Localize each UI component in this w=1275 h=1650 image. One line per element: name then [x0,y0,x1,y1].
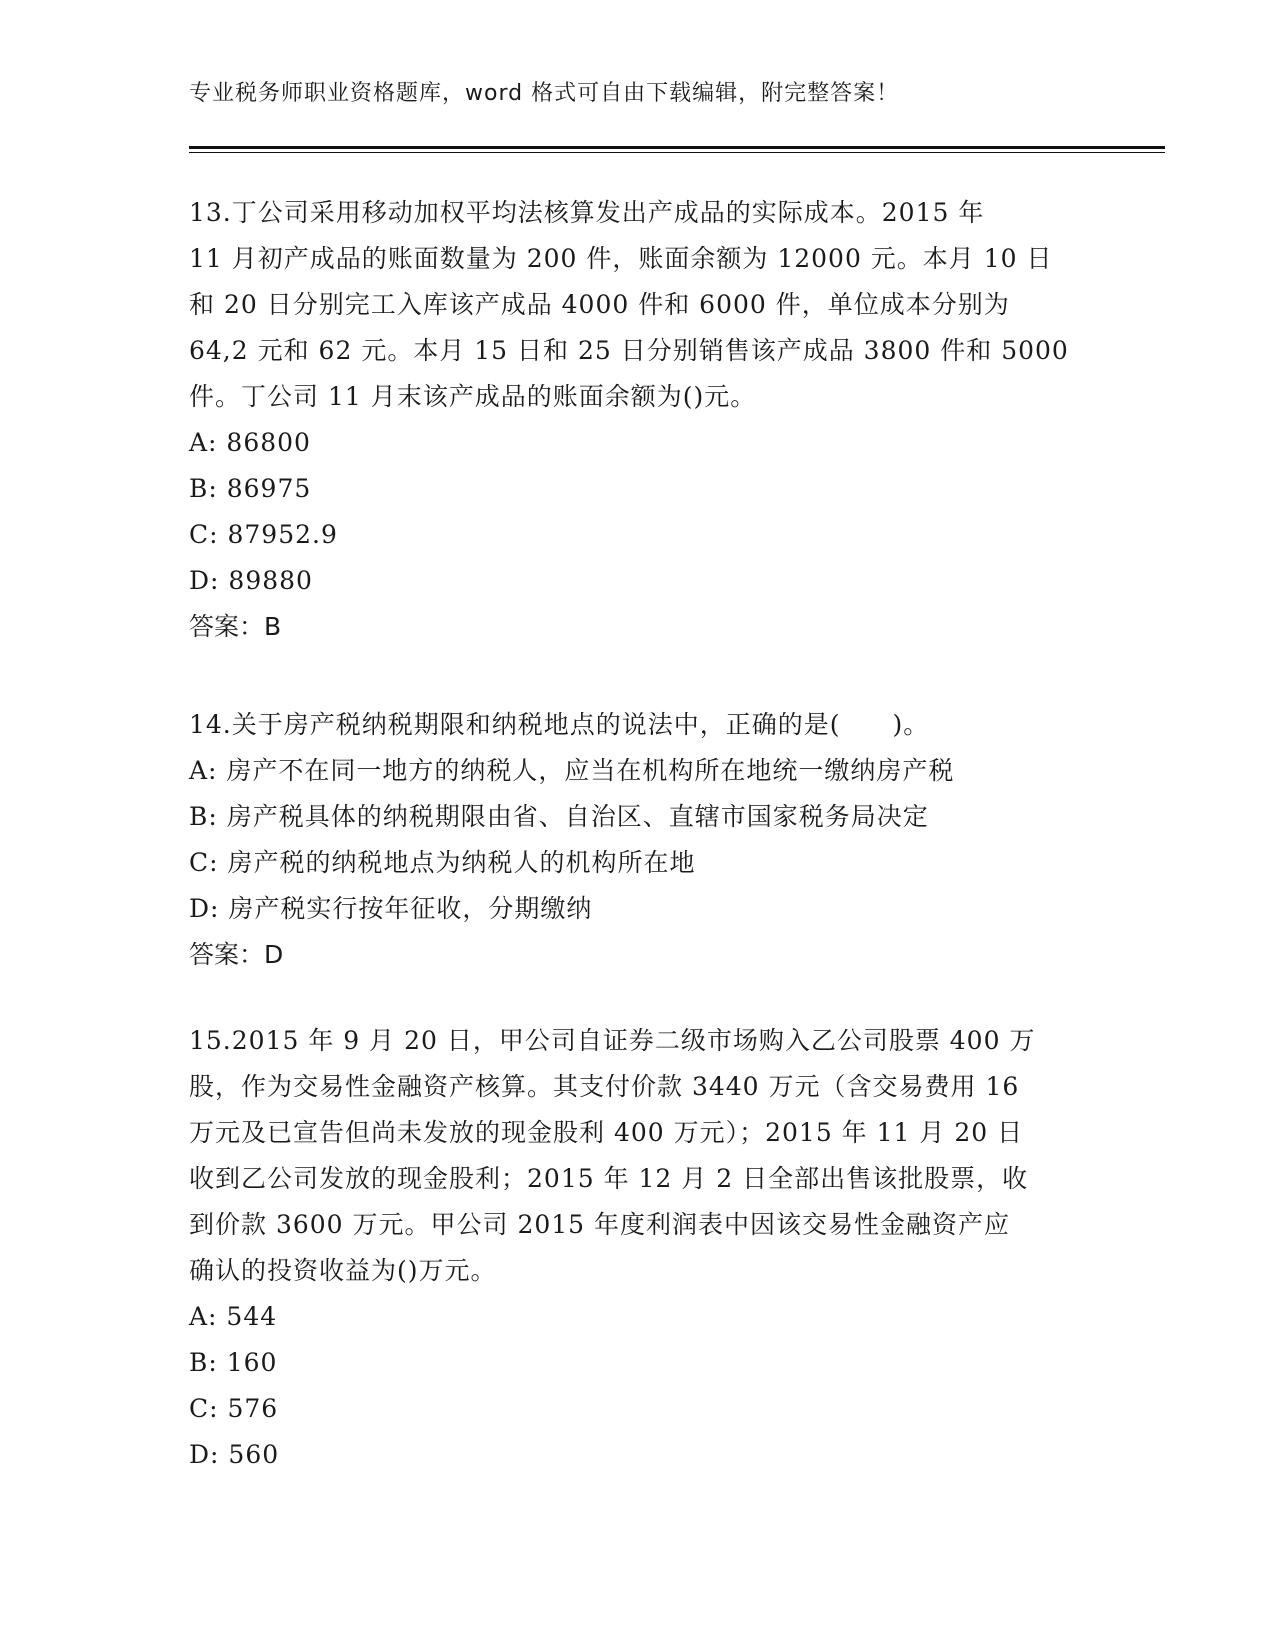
stem-line: 收到乙公司发放的现金股利；2015 年 12 月 2 日全部出售该批股票，收 [189,1164,1029,1193]
stem-line: 万元及已宣告但尚未发放的现金股利 400 万元）；2015 年 11 月 20 日 [189,1118,1024,1147]
stem-line: 确认的投资收益为()万元。 [189,1256,497,1285]
stem-line: 14.关于房产税纳税期限和纳税地点的说法中，正确的是( )。 [189,710,930,739]
question-15 [189,1018,1089,1478]
option-a: A: 房产不在同一地方的纳税人，应当在机构所在地统一缴纳房产税 [189,756,955,785]
header-divider [189,146,1165,149]
question-14 [189,702,1089,978]
stem-line: 64,2 元和 62 元。本月 15 日和 25 日分别销售该产成品 3800 件和 5000 [189,336,1069,365]
option-b: B: 86975 [189,474,312,503]
option-a: A: 86800 [189,428,311,457]
stem-line: 13.丁公司采用移动加权平均法核算发出产成品的实际成本。2015 年 [189,198,985,227]
answer: 答案：D [189,940,284,969]
question-13 [189,190,1089,650]
question-stem [189,702,1089,748]
stem-line: 15.2015 年 9 月 20 日，甲公司自证券二级市场购入乙公司股票 400 万 [189,1026,1036,1055]
header-note: 专业税务师职业资格题库，word 格式可自由下载编辑，附完整答案！ [189,81,900,106]
header-divider-thin [189,152,1165,153]
question-stem [189,1018,1089,1294]
option-b: B: 160 [189,1348,278,1377]
answer: 答案：B [189,612,282,641]
option-c: C: 房产税的纳税地点为纳税人的机构所在地 [189,848,696,877]
option-d: D: 89880 [189,566,313,595]
stem-line: 股，作为交易性金融资产核算。其支付价款 3440 万元（含交易费用 16 [189,1072,1020,1101]
question-stem [189,190,1089,420]
option-d: D: 560 [189,1440,280,1469]
option-c: C: 576 [189,1394,279,1423]
stem-line: 和 20 日分别完工入库该产成品 4000 件和 6000 件，单位成本分别为 [189,290,1010,319]
option-a: A: 544 [189,1302,278,1331]
stem-line: 11 月初产成品的账面数量为 200 件，账面余额为 12000 元。本月 10 日 [189,244,1053,273]
stem-line: 到价款 3600 万元。甲公司 2015 年度利润表中因该交易性金融资产应 [189,1210,1011,1239]
option-d: D: 房产税实行按年征收，分期缴纳 [189,894,593,923]
option-b: B: 房产税具体的纳税期限由省、自治区、直辖市国家税务局决定 [189,802,929,831]
stem-line: 件。丁公司 11 月末该产成品的账面余额为()元。 [189,382,757,411]
option-c: C: 87952.9 [189,520,338,549]
